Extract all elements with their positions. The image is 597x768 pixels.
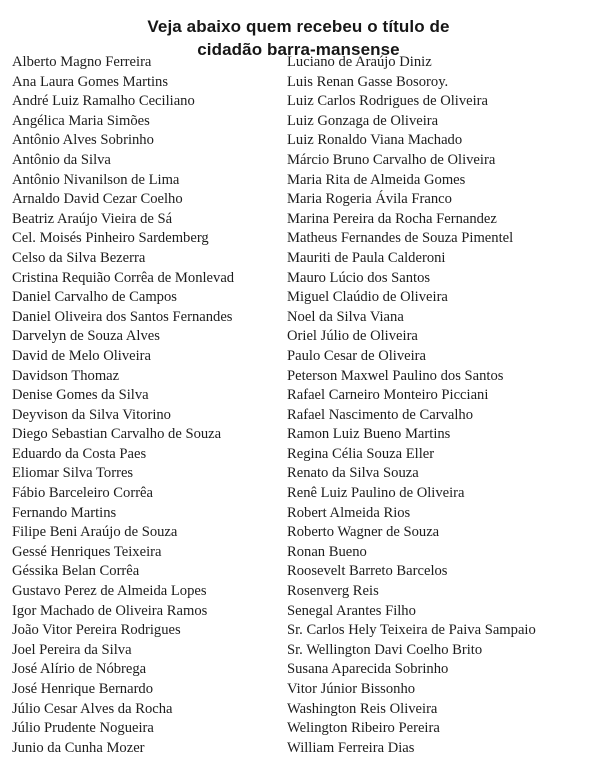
name-item: Oriel Júlio de Oliveira xyxy=(287,328,418,345)
name-item: Fernando Martins xyxy=(12,504,117,521)
name-item: Regina Célia Souza Eller xyxy=(287,445,435,462)
name-item: Antônio Alves Sobrinho xyxy=(12,132,154,149)
name-item: Igor Machado de Oliveira Ramos xyxy=(12,602,208,619)
name-item: Denise Gomes da Silva xyxy=(12,387,149,404)
name-item: João Vitor Pereira Rodrigues xyxy=(12,622,181,639)
name-item: Antônio da Silva xyxy=(12,151,111,168)
name-item: Senegal Arantes Filho xyxy=(287,602,416,619)
name-item: Beatriz Araújo Vieira de Sá xyxy=(12,210,173,227)
name-item: Sr. Wellington Davi Coelho Brito xyxy=(287,641,483,658)
name-item: Maria Rita de Almeida Gomes xyxy=(287,171,466,188)
name-item: Gessé Henriques Teixeira xyxy=(12,543,162,560)
name-item: Davidson Thomaz xyxy=(12,367,120,384)
name-item: Noel da Silva Viana xyxy=(287,308,404,325)
name-item: Cristina Requião Corrêa de Monlevad xyxy=(12,269,235,286)
name-item: Peterson Maxwel Paulino dos Santos xyxy=(287,367,504,384)
name-item: Luiz Gonzaga de Oliveira xyxy=(287,112,439,129)
name-item: André Luiz Ramalho Ceciliano xyxy=(12,93,195,110)
name-item: Roberto Wagner de Souza xyxy=(287,524,440,541)
name-item: Robert Almeida Rios xyxy=(287,504,411,521)
name-item: Luis Renan Gasse Bosoroy. xyxy=(287,73,449,90)
name-item: Welington Ribeiro Pereira xyxy=(287,720,440,737)
name-item: Rosenverg Reis xyxy=(287,583,379,600)
name-item: Renato da Silva Souza xyxy=(287,465,419,482)
name-item: Ronan Bueno xyxy=(287,543,367,560)
name-item: Eliomar Silva Torres xyxy=(12,465,134,482)
name-item: William Ferreira Dias xyxy=(287,739,415,756)
name-item: Géssika Belan Corrêa xyxy=(12,563,140,580)
name-item: Gustavo Perez de Almeida Lopes xyxy=(12,583,207,600)
name-item: Susana Aparecida Sobrinho xyxy=(287,661,449,678)
title-line-1: Veja abaixo quem recebeu o título de xyxy=(147,17,450,37)
name-item: Paulo Cesar de Oliveira xyxy=(287,347,427,364)
name-item: Luiz Carlos Rodrigues de Oliveira xyxy=(287,93,489,110)
name-item: Mauriti de Paula Calderoni xyxy=(287,249,446,266)
name-item: José Henrique Bernardo xyxy=(12,681,154,697)
name-item: Junio da Cunha Mozer xyxy=(12,739,145,756)
name-item: Eduardo da Costa Paes xyxy=(12,445,147,462)
names-list-left xyxy=(12,53,284,758)
name-item: Washington Reis Oliveira xyxy=(287,700,438,717)
name-item: Rafael Carneiro Monteiro Picciani xyxy=(287,387,489,404)
name-item: Sr. Carlos Hely Teixeira de Paiva Sampaio xyxy=(287,622,536,639)
name-item: Júlio Prudente Nogueira xyxy=(12,720,154,737)
name-item: Miguel Claúdio de Oliveira xyxy=(287,289,448,306)
name-item: José Alírio de Nóbrega xyxy=(12,661,147,678)
name-item: Antônio Nivanilson de Lima xyxy=(12,171,180,188)
name-item: Joel Pereira da Silva xyxy=(12,641,132,658)
name-item: Daniel Carvalho de Campos xyxy=(12,289,177,306)
name-item: Vitor Júnior Bissonho xyxy=(287,681,416,697)
name-item: Mauro Lúcio dos Santos xyxy=(287,269,431,286)
name-item: Ramon Luiz Bueno Martins xyxy=(287,426,451,443)
name-item: Arnaldo David Cezar Coelho xyxy=(12,191,183,208)
name-item: Matheus Fernandes de Souza Pimentel xyxy=(287,230,514,247)
names-list-right xyxy=(287,53,593,758)
name-item: Deyvison da Silva Vitorino xyxy=(12,406,171,423)
name-item: Luiz Ronaldo Viana Machado xyxy=(287,132,463,149)
name-item: Márcio Bruno Carvalho de Oliveira xyxy=(287,151,496,168)
name-item: Celso da Silva Bezerra xyxy=(12,249,146,266)
name-item: Fábio Barceleiro Corrêa xyxy=(12,485,154,502)
name-item: Alberto Magno Ferreira xyxy=(12,54,152,70)
name-item: Roosevelt Barreto Barcelos xyxy=(287,563,448,580)
name-item: Filipe Beni Araújo de Souza xyxy=(12,524,178,541)
name-item: Marina Pereira da Rocha Fernandez xyxy=(287,210,497,227)
name-item: David de Melo Oliveira xyxy=(12,347,152,364)
name-item: Luciano de Araújo Diniz xyxy=(287,54,432,70)
name-item: Ana Laura Gomes Martins xyxy=(12,73,169,90)
name-item: Renê Luiz Paulino de Oliveira xyxy=(287,485,465,502)
name-item: Maria Rogeria Ávila Franco xyxy=(287,191,452,208)
title-line-2: cidadão barra-mansense xyxy=(197,40,400,60)
name-item: Cel. Moisés Pinheiro Sardemberg xyxy=(12,230,209,247)
name-item: Darvelyn de Souza Alves xyxy=(12,328,160,345)
name-item: Diego Sebastian Carvalho de Souza xyxy=(12,426,222,443)
name-item: Angélica Maria Simões xyxy=(12,112,150,129)
name-item: Rafael Nascimento de Carvalho xyxy=(287,406,473,423)
name-item: Daniel Oliveira dos Santos Fernandes xyxy=(12,308,233,325)
name-item: Júlio Cesar Alves da Rocha xyxy=(12,700,173,717)
